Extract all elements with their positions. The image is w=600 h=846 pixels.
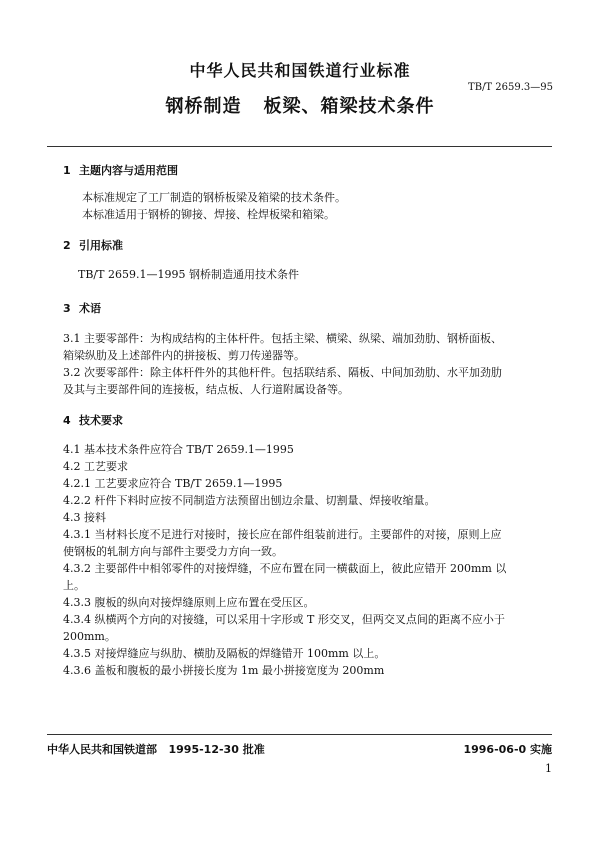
section-2-line: TB/T 2659.1—1995 钢桥制造通用技术条件 [78,268,299,281]
issuing-organization: 中华人民共和国铁道行业标准 [189,61,411,80]
section-2-title: 引用标准 [79,239,123,252]
section-4-line: 200mm。 [63,630,116,643]
footer-approval-date: 1995-12-30 批准 [168,743,265,756]
section-3-title: 术语 [79,302,101,315]
section-4-line: 使钢板的轧制方向与部件主要受力方向一致。 [63,545,283,558]
section-3-line: 3.1 主要零部件：为构成结构的主体杆件。包括主梁、横梁、纵梁、端加劲肋、钢桥面板、 [63,332,502,345]
section-1-number: 1 [63,164,71,177]
section-2-heading [63,237,123,253]
section-4-title: 技术要求 [79,414,123,427]
title-part-2: 板梁、箱梁技术条件 [263,96,435,117]
section-3-line: 3.2 次要零部件：除主体杆件外的其他杆件。包括联结系、隔板、中间加劲肋、水平加劲肋 [63,366,502,379]
section-4-heading [63,412,123,428]
footer-implementation-date: 1996-06-0 实施 [463,743,552,756]
section-4-line: 4.2.1 工艺要求应符合 TB/T 2659.1—1995 [63,477,283,490]
section-4-line: 4.3.4 纵横两个方向的对接缝，可以采用十字形或 T 形交叉，但两交叉点间的距离不应小于 [63,613,505,626]
section-4-line: 4.3.1 当材料长度不足进行对接时，接长应在部件组装前进行。主要部件的对接，原则上应 [63,528,502,541]
section-4-line: 4.3.5 对接焊缝应与纵肋、横肋及隔板的焊缝错开 100mm 以上。 [63,647,386,660]
standard-code: TB/T 2659.3—95 [468,82,553,93]
section-1-heading [63,162,178,178]
document-title [0,92,600,118]
title-part-1: 钢桥制造 [165,96,242,117]
section-3-line: 及其与主要部件间的连接板，结点板、人行道附属设备等。 [63,383,349,396]
section-1-line: 本标准规定了工厂制造的钢桥板梁及箱梁的技术条件。 [82,191,346,204]
section-3-line: 箱梁纵肋及上述部件内的拼接板、剪刀传递器等。 [63,349,305,362]
section-4-line: 4.2 工艺要求 [63,460,128,473]
section-4-line: 上。 [63,579,85,592]
section-4-line: 4.2.2 杆件下料时应按不同制造方法预留出刨边余量、切割量、焊接收缩量。 [63,494,436,507]
section-4-line: 4.3 接料 [63,511,106,524]
section-4-number: 4 [63,414,71,427]
footer-divider [47,734,552,735]
header-divider [47,146,552,147]
footer-issuer-block [47,741,265,757]
footer-issuer: 中华人民共和国铁道部 [47,743,157,756]
section-4-line: 4.3.3 腹板的纵向对接焊缝原则上应布置在受压区。 [63,596,315,609]
section-4-line: 4.3.2 主要部件中相邻零件的对接焊缝，不应布置在同一横截面上，彼此应错开 200mm 以 [63,562,507,575]
section-4-line: 4.1 基本技术条件应符合 TB/T 2659.1—1995 [63,443,294,456]
section-4-line: 4.3.6 盖板和腹板的最小拼接长度为 1m 最小拼接宽度为 200mm [63,664,385,677]
page-number: 1 [545,762,552,775]
section-1-line: 本标准适用于钢桥的铆接、焊接、栓焊板梁和箱梁。 [82,208,335,221]
section-3-number: 3 [63,302,71,315]
section-2-number: 2 [63,239,71,252]
section-1-title: 主题内容与适用范围 [79,164,178,177]
section-3-heading [63,300,101,316]
